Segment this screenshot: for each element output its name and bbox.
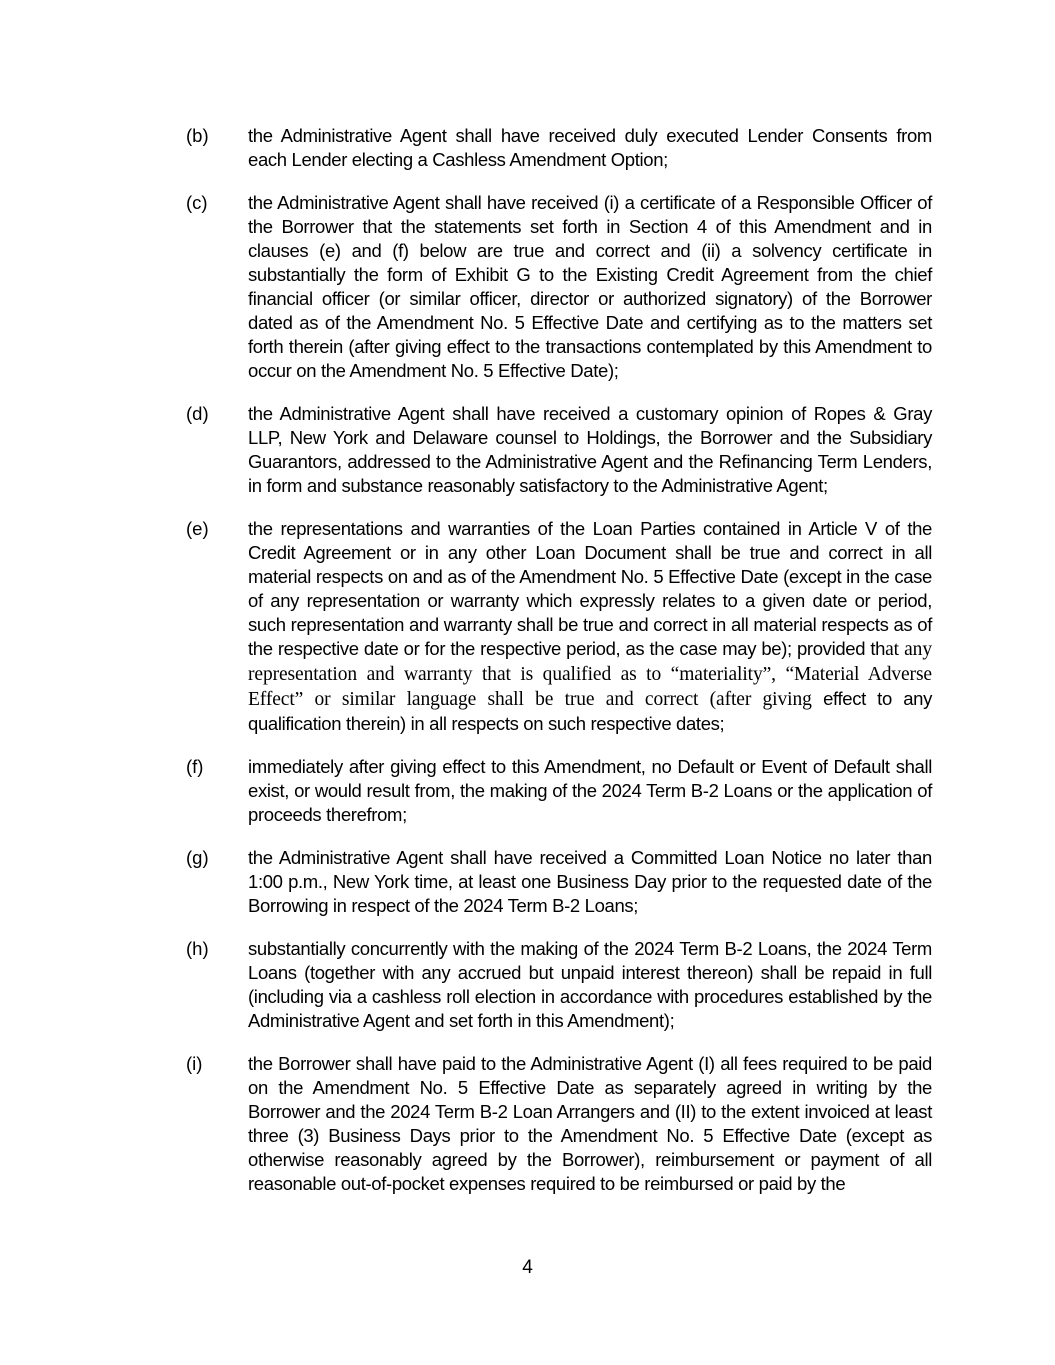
clause-text-part: the representations and warranties of the Loan Parties contained in Article V of the Credit Agreement or in any other Loan Document shall be true and correct in all material respects on and as of the Amendment No. 5 Effective Date (except in the case of any representation or warranty which expressly relates to a given date or period, such representation and warranty shall be true and correct in all material respects as of the respective date or for the respective period, as the case may be); provided th (248, 518, 932, 659)
clause-text: immediately after giving effect to this Amendment, no Default or Event of Default shall exist, or would result from, the making of the 2024 Term B-2 Loans or the application of proceeds therefrom; (248, 756, 932, 825)
clause-d (186, 402, 932, 498)
clause-label: (b) (186, 125, 209, 146)
conditions-list (186, 124, 932, 1215)
clause-f (186, 755, 932, 827)
clause-g (186, 846, 932, 918)
clause-label: (f) (186, 756, 204, 777)
clause-text: the Administrative Agent shall have received duly executed Lender Consents from each Lender electing a Cashless Amendment Option; (248, 125, 932, 170)
clause-text (248, 517, 932, 736)
clause-i (186, 1052, 932, 1196)
clause-label: (d) (186, 403, 209, 424)
clause-text: the Administrative Agent shall have received (i) a certificate of a Responsible Officer of the Borrower that the statements set forth in Section 4 of this Amendment and in clauses (e) and (f) below are true and correct and (ii) a solvency certificate in substantially the form of Exhibit G to the Existing Credit Agreement from the chief financial officer (or similar officer, director or authorized signatory) of the Borrower dated as of the Amendment No. 5 Effective Date and certifying as to the matters set forth therein (after giving effect to the transactions contemplated by this Amendment to occur on the Amendment No. 5 Effective Date); (248, 192, 932, 381)
clause-text: substantially concurrently with the making of the 2024 Term B-2 Loans, the 2024 Term Loans (together with any accrued but unpaid interest thereon) shall be repaid in full (including via a cashless roll election in accordance with procedures established by the Administrative Agent and set forth in this Amendment); (248, 938, 932, 1031)
clause-text-serif-part: at any representation and warranty that is qualified as to “materiality”, “Material Adverse Effect” or similar language shall be true and correct (after giving (248, 639, 932, 710)
page-number: 4 (522, 1257, 533, 1278)
clause-c (186, 191, 932, 383)
clause-text: the Borrower shall have paid to the Administrative Agent (I) all fees required to be paid on the Amendment No. 5 Effective Date as separately agreed in writing by the Borrower and the 2024 Term B-2 Loan Arrangers and (II) to the extent invoiced at least three (3) Business Days prior to the Amendment No. 5 Effective Date (except as otherwise reasonably agreed by the Borrower), reimbursement or payment of all reasonable out-of-pocket expenses required to be reimbursed or paid by the (248, 1053, 932, 1194)
clause-label: (e) (186, 518, 209, 539)
clause-label: (h) (186, 938, 209, 959)
clause-e (186, 517, 932, 736)
clause-text: the Administrative Agent shall have received a Committed Loan Notice no later than 1:00 p.m., New York time, at least one Business Day prior to the requested date of the Borrowing in respect of the 2024 Term B-2 Loans; (248, 847, 932, 916)
clause-h (186, 937, 932, 1033)
clause-label: (c) (186, 192, 208, 213)
clause-text-part: effect to any qualification therein) in all respects on such respective dates; (248, 688, 932, 734)
clause-b (186, 124, 932, 172)
clause-label: (g) (186, 847, 209, 868)
clause-text: the Administrative Agent shall have received a customary opinion of Ropes & Gray LLP, New York and Delaware counsel to Holdings, the Borrower and the Subsidiary Guarantors, addressed to the Administrative Agent and the Refinancing Term Lenders, in form and substance reasonably satisfactory to the Administrative Agent; (248, 403, 932, 496)
clause-label: (i) (186, 1053, 203, 1074)
